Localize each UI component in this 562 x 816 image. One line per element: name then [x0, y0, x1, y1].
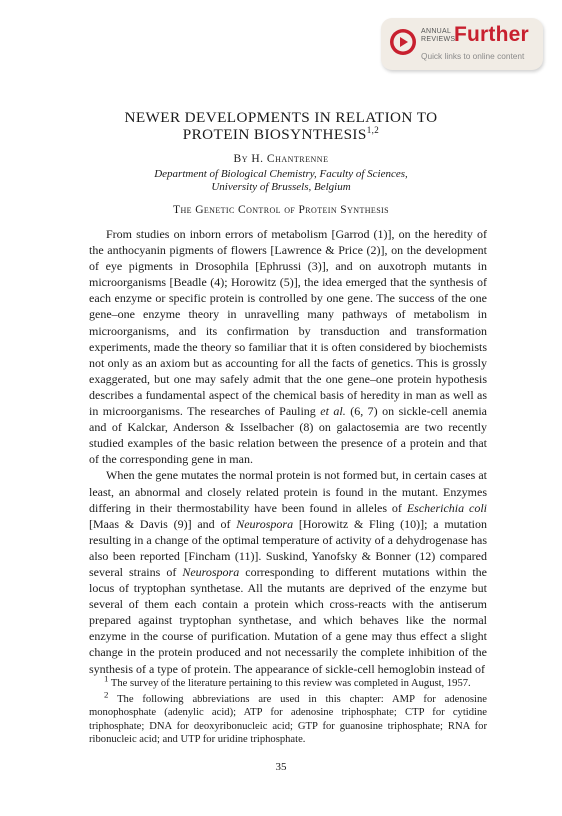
- annual-reviews-label: [421, 28, 455, 43]
- affiliation: [0, 168, 562, 194]
- title-line-2-text: PROTEIN BIOSYNTHESIS: [182, 126, 367, 143]
- footnote-1: [89, 673, 487, 691]
- paragraph-2-e-coli: Escherichia coli: [406, 500, 488, 515]
- footnote-1-mark: 1: [104, 673, 109, 684]
- paragraph-1-text-b: (6, 7) on sickle-cell anemia and of Kalckar, Anderson & Isselbacher (8) on galactosemia are two recently studied examples of the basic relation between the presence of a protein and that of the corresponding gene in man.: [89, 404, 487, 467]
- further-text: Further: [454, 23, 529, 46]
- paragraph-2-text-a: When the gene mutates the normal protein is not formed but, in certain cases at least, an abnormal and closely related protein is found in the mutant. Enzymes differing in their thermostability have been found in alleles of: [89, 468, 487, 515]
- footnotes: [89, 673, 487, 749]
- footnote-2-mark: 2: [104, 689, 109, 700]
- paragraph-2-text-d: corresponding to different mutations within the locus of tryptophan synthetase. All the mutants are deprived of the enzyme but several of them each contain a protein which cross-reacts with the antiserum prepared against tryptophan synthetase, and which behaves like the normal enzyme in the course of purification. Mutation of a gene may thus effect a slight change in the protein produced and not necessarily the complete inhibition of the synthesis of a type of protein. The appearance of sickle-cell hemoglobin instead of: [89, 564, 488, 676]
- footnote-2: [89, 689, 487, 747]
- title-line-1: NEWER DEVELOPMENTS IN RELATION TO: [124, 109, 438, 126]
- paragraph-2-neurospora-2: Neurospora: [182, 564, 240, 579]
- title-line-2: [0, 126, 562, 143]
- paragraph-1-et-al: et al.: [320, 404, 346, 419]
- paragraph-2: [89, 467, 487, 676]
- title-footnote-marks: 1,2: [366, 124, 380, 135]
- section-heading: The Genetic Control of Protein Synthesis: [173, 204, 389, 216]
- page-number: 35: [275, 761, 287, 773]
- annual-reviews-further-badge[interactable]: [381, 18, 543, 70]
- affiliation-line-2: University of Brussels, Belgium: [211, 181, 351, 193]
- paragraph-2-neurospora-1: Neurospora: [236, 516, 294, 531]
- badge-tagline: Quick links to online content: [421, 51, 525, 61]
- body-text: [89, 226, 487, 677]
- footnote-1-text: The survey of the literature pertaining to this review was completed in August, 1957.: [108, 678, 471, 689]
- paragraph-1: [89, 226, 487, 467]
- paragraph-2-text-c: [Horowitz & Fling (10)]; a mutation resulting in a change of the optimal temperature of activity of a dehydrogenase has also been reported [Fincham (11)]. Suskind, Yanofsky & Bonner (12) compared several strains of: [89, 516, 487, 579]
- paragraph-1-text-a: From studies on inborn errors of metabolism [Garrod (1)], on the heredity of the anthocyanin pigments of flowers [Lawrence & Price (2)], on the development of eye pigments in Drosophila [Ephrussi (3)], and on auxotroph mutants in microorganisms [Beadle (4); Horowitz (5)], the idea emerged that the synthesis of each enzyme or specific protein is controlled by one gene. The success of the one gene–one enzyme theory in unravelling many pathways of metabolism in microorganisms, and its confirmation by transduction and transformation experiments, made the theory so familiar that it is often considered by biochemists not only as an axiom but as accounting for all the facts of genetics. This is grossly exaggerated, but one may safely admit that the one gene–one protein hypothesis describes a fundamental aspect of the chemical basis of heredity in man as well as in microorganisms. The researches of Pauling: [89, 227, 487, 419]
- article-title: [0, 109, 562, 143]
- reviews-text: REVIEWS: [421, 35, 456, 43]
- footnote-2-text: The following abbreviations are used in this chapter: AMP for adenosine monophosphate (adenylic acid); ATP for adenosine triphosphate; CTP for cytidine triphosphate; DNA for deoxyribonucleic acid; GTP for guanosine triphosphate; RNA for ribonucleic acid; and UTP for uridine triphosphate.: [89, 693, 487, 746]
- paragraph-2-text-b: [Maas & Davis (9)] and of: [89, 516, 237, 531]
- affiliation-line-1: Department of Biological Chemistry, Faculty of Sciences,: [154, 168, 408, 180]
- author: By H. Chantrenne: [233, 153, 329, 165]
- annual-text: ANNUAL: [421, 28, 452, 35]
- play-circle-icon: [389, 28, 417, 56]
